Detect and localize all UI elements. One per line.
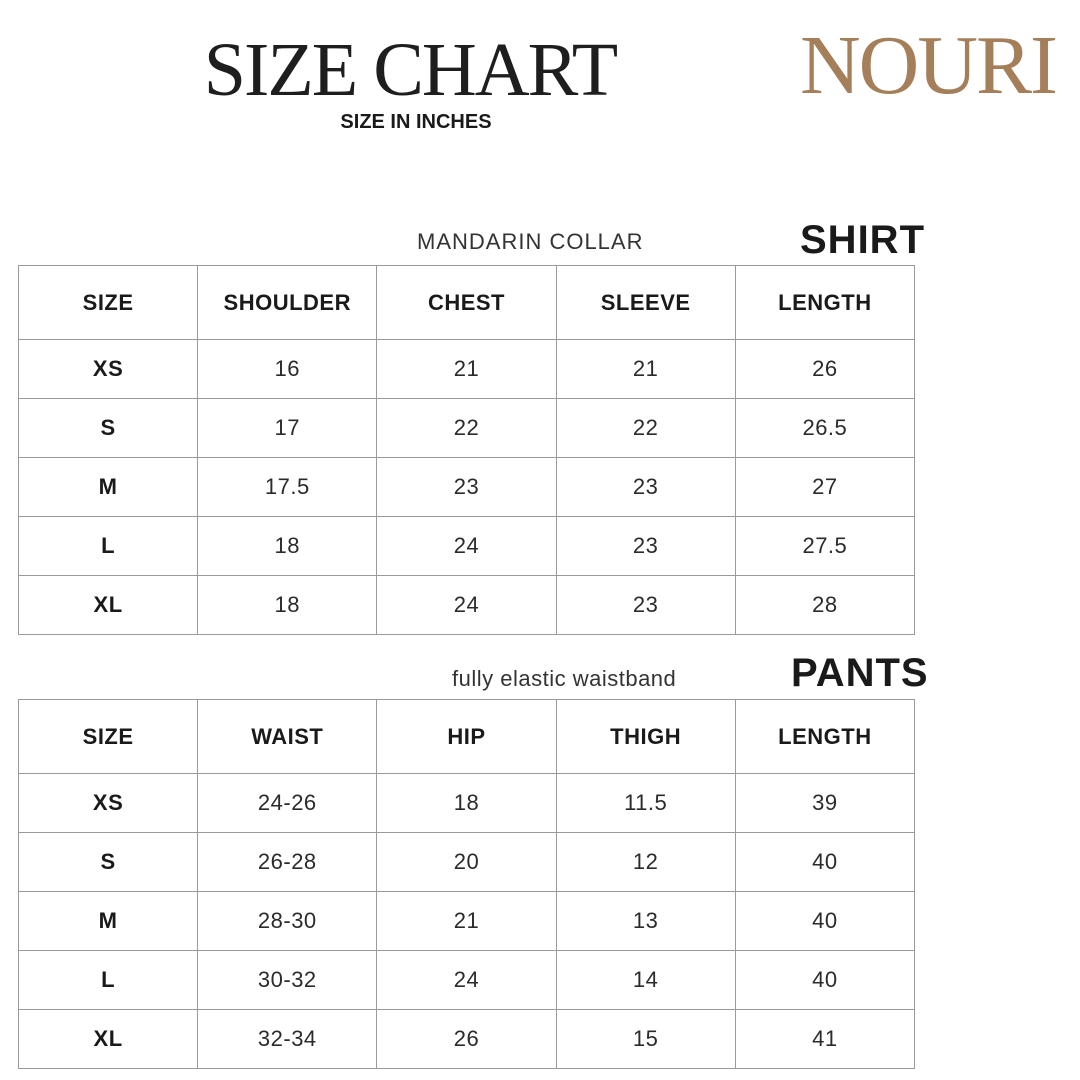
table-cell: 17.5: [198, 458, 377, 517]
table-header-row: [19, 266, 915, 340]
size-cell: S: [19, 833, 198, 892]
shirt-size-table: [18, 265, 915, 635]
table-row: [19, 458, 915, 517]
table-cell: 22: [556, 399, 735, 458]
table-cell: 26-28: [198, 833, 377, 892]
table-cell: 20: [377, 833, 556, 892]
column-header: CHEST: [377, 266, 556, 340]
table-cell: 24: [377, 517, 556, 576]
size-cell: XL: [19, 576, 198, 635]
page-title: SIZE CHART: [203, 28, 617, 112]
column-header: LENGTH: [735, 700, 914, 774]
table-cell: 27.5: [735, 517, 914, 576]
column-header: HIP: [377, 700, 556, 774]
column-header: LENGTH: [735, 266, 914, 340]
table-row: [19, 576, 915, 635]
table-cell: 24-26: [198, 774, 377, 833]
table-cell: 21: [377, 892, 556, 951]
size-cell: M: [19, 892, 198, 951]
table-row: [19, 1010, 915, 1069]
size-cell: XS: [19, 774, 198, 833]
table-cell: 21: [556, 340, 735, 399]
table-cell: 23: [556, 517, 735, 576]
table-cell: 11.5: [556, 774, 735, 833]
table-cell: 40: [735, 833, 914, 892]
table-cell: 17: [198, 399, 377, 458]
table-cell: 21: [377, 340, 556, 399]
shirt-note: MANDARIN COLLAR: [417, 229, 644, 254]
table-cell: 15: [556, 1010, 735, 1069]
size-cell: XL: [19, 1010, 198, 1069]
table-row: [19, 892, 915, 951]
table-cell: 13: [556, 892, 735, 951]
table-row: [19, 517, 915, 576]
table-cell: 41: [735, 1010, 914, 1069]
column-header: THIGH: [556, 700, 735, 774]
table-cell: 23: [377, 458, 556, 517]
size-cell: XS: [19, 340, 198, 399]
column-header: WAIST: [198, 700, 377, 774]
table-cell: 24: [377, 576, 556, 635]
column-header: SHOULDER: [198, 266, 377, 340]
size-cell: L: [19, 517, 198, 576]
column-header: SIZE: [19, 700, 198, 774]
table-cell: 39: [735, 774, 914, 833]
size-cell: S: [19, 399, 198, 458]
table-header-row: [19, 700, 915, 774]
table-cell: 32-34: [198, 1010, 377, 1069]
table-cell: 28: [735, 576, 914, 635]
page-subtitle: SIZE IN INCHES: [340, 111, 492, 133]
table-row: [19, 833, 915, 892]
table-row: [19, 774, 915, 833]
table-cell: 26: [735, 340, 914, 399]
pants-section-title: PANTS: [791, 651, 929, 695]
brand-logo: NOURI: [800, 19, 1056, 112]
table-row: [19, 340, 915, 399]
table-cell: 18: [198, 517, 377, 576]
table-cell: 18: [198, 576, 377, 635]
table-cell: 27: [735, 458, 914, 517]
size-cell: M: [19, 458, 198, 517]
table-cell: 26: [377, 1010, 556, 1069]
table-cell: 40: [735, 892, 914, 951]
table-cell: 28-30: [198, 892, 377, 951]
table-cell: 22: [377, 399, 556, 458]
shirt-section-title: SHIRT: [800, 218, 925, 262]
size-cell: L: [19, 951, 198, 1010]
table-cell: 18: [377, 774, 556, 833]
table-row: [19, 951, 915, 1010]
table-row: [19, 399, 915, 458]
table-cell: 24: [377, 951, 556, 1010]
table-cell: 14: [556, 951, 735, 1010]
column-header: SLEEVE: [556, 266, 735, 340]
table-cell: 23: [556, 458, 735, 517]
table-cell: 26.5: [735, 399, 914, 458]
table-cell: 12: [556, 833, 735, 892]
pants-size-table: [18, 699, 915, 1069]
column-header: SIZE: [19, 266, 198, 340]
table-cell: 23: [556, 576, 735, 635]
table-cell: 40: [735, 951, 914, 1010]
table-cell: 30-32: [198, 951, 377, 1010]
pants-note: fully elastic waistband: [452, 666, 677, 691]
table-cell: 16: [198, 340, 377, 399]
